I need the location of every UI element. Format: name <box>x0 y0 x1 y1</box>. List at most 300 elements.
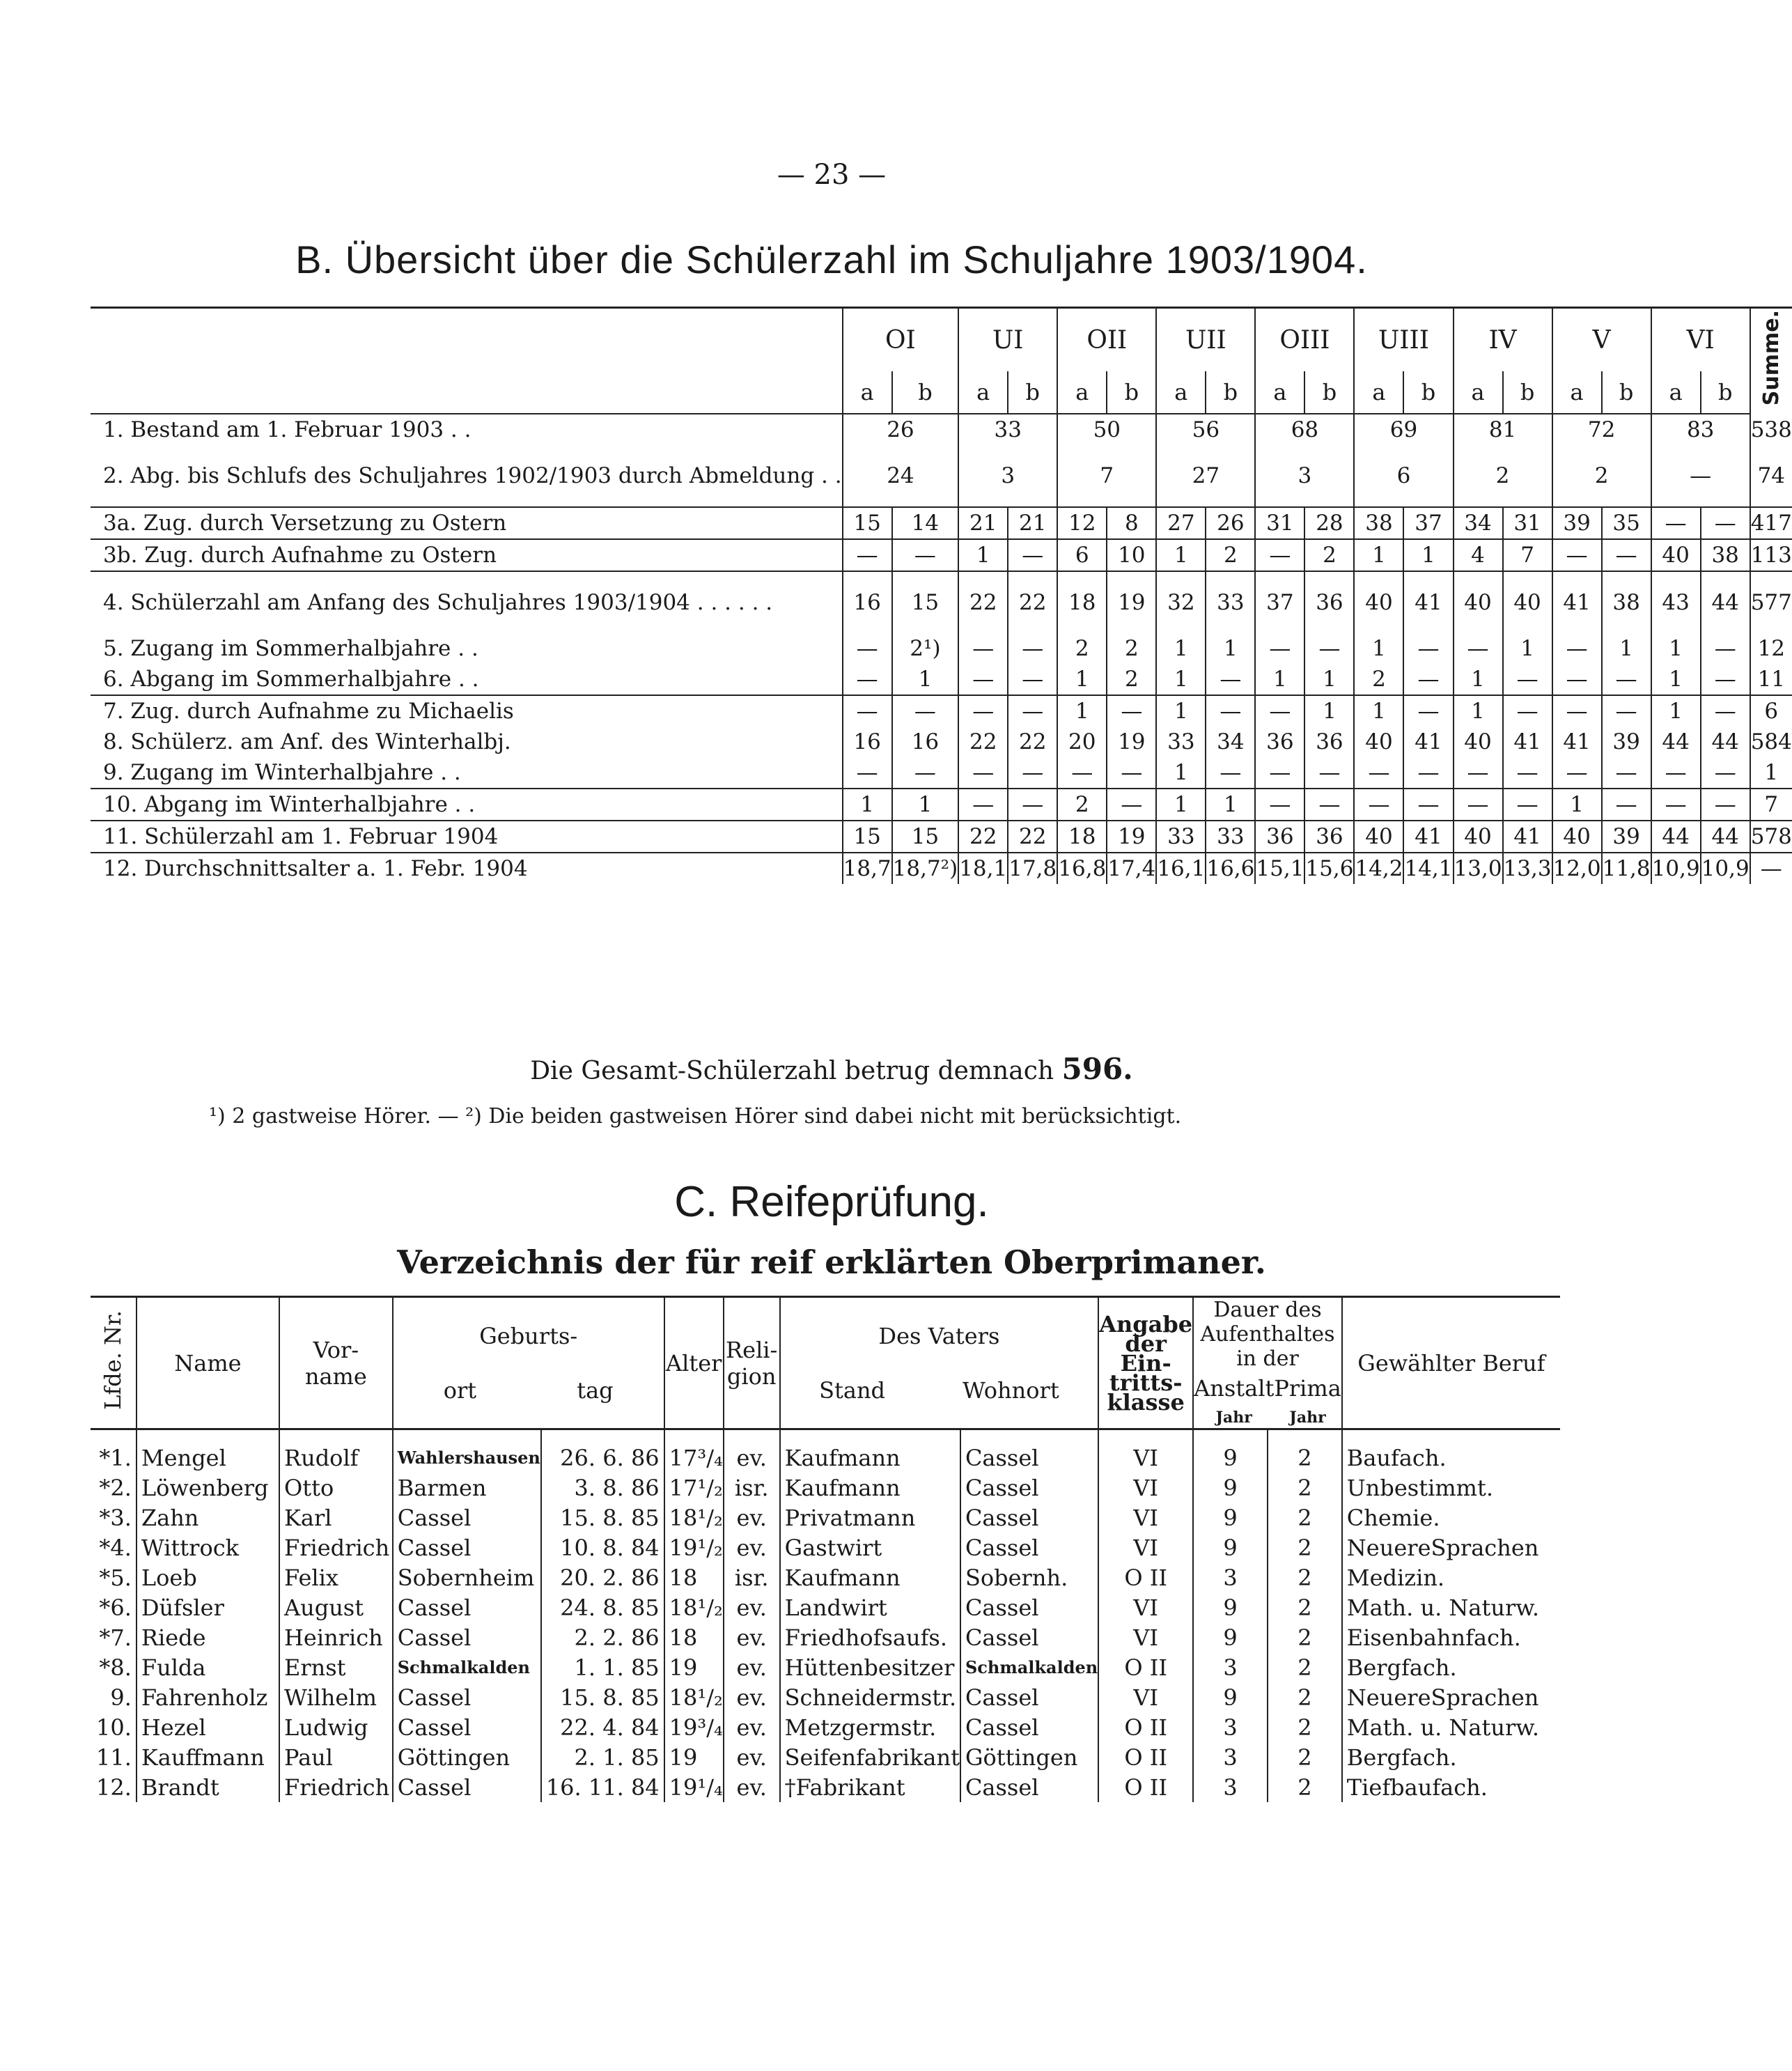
header-prima: Prima Jahr <box>1274 1375 1341 1427</box>
table-cell: 6 <box>1057 539 1107 571</box>
table-cell: 1 <box>1503 633 1552 664</box>
cell-prima: 2 <box>1268 1429 1342 1473</box>
row-label: 3b. Zug. durch Aufnahme zu Ostern <box>91 539 843 571</box>
cell-name: Riede <box>137 1622 279 1652</box>
cell-rel: ev. <box>724 1533 780 1562</box>
cell-rel: ev. <box>724 1429 780 1473</box>
table-cell: — <box>1552 539 1602 571</box>
table-cell: 10,9 <box>1651 853 1701 884</box>
table-cell: 16 <box>843 727 892 757</box>
table-cell: — <box>1552 664 1602 695</box>
table-cell: 43 <box>1651 571 1701 633</box>
table-cell: 41 <box>1403 821 1453 853</box>
table-cell: 1 <box>1156 633 1206 664</box>
row-sum: 12 <box>1750 633 1792 664</box>
cell-stand: Privatmann <box>780 1503 960 1533</box>
table-cell: — <box>1602 539 1651 571</box>
cell-prima: 2 <box>1268 1473 1342 1503</box>
table-cell: — <box>1552 633 1602 664</box>
table-cell: 40 <box>1354 571 1403 633</box>
table-row <box>91 414 1792 445</box>
cell-anstalt: 9 <box>1193 1473 1268 1503</box>
cell-wohnort: Cassel <box>960 1429 1098 1473</box>
cell-tag: 24. 8. 85 <box>541 1592 664 1622</box>
table-cell: 39 <box>1552 507 1602 539</box>
class-header: OII <box>1057 308 1156 372</box>
table-cell: 1 <box>1156 664 1206 695</box>
cell-stand: Friedhofsaufs. <box>780 1622 960 1652</box>
cell-beruf: NeuereSprachen <box>1342 1533 1560 1562</box>
table-cell: 16 <box>843 571 892 633</box>
row-sum: 113 <box>1750 539 1792 571</box>
table-cell: 26 <box>843 414 959 445</box>
cell-nr: *8. <box>99 1654 132 1681</box>
cell-prima: 2 <box>1268 1682 1342 1712</box>
cell-anstalt: 3 <box>1193 1652 1268 1682</box>
cell-stand: †Fabrikant <box>780 1772 960 1802</box>
cell-name: Düfsler <box>137 1592 279 1622</box>
cell-stand: Kaufmann <box>780 1429 960 1473</box>
cell-rel: ev. <box>724 1772 780 1802</box>
sub-header-a: a <box>1057 371 1107 414</box>
cell-beruf: Math. u. Naturw. <box>1342 1592 1560 1622</box>
cell-klasse: O II <box>1098 1562 1193 1592</box>
cell-beruf: Math. u. Naturw. <box>1342 1712 1560 1742</box>
cell-name: Wittrock <box>137 1533 279 1562</box>
table-cell: 22 <box>958 821 1008 853</box>
label-header-sub <box>91 371 843 414</box>
cell-ort: Cassel <box>393 1533 541 1562</box>
table-cell: 4 <box>1454 539 1503 571</box>
cell-klasse: VI <box>1098 1533 1193 1562</box>
table-cell: 20 <box>1057 727 1107 757</box>
table-cell: — <box>1701 757 1750 789</box>
table-row <box>91 1533 1560 1562</box>
table-row <box>91 1622 1560 1652</box>
table-cell: 36 <box>1304 571 1354 633</box>
table-cell: — <box>1354 789 1403 821</box>
table-row <box>91 664 1792 695</box>
table-cell: 19 <box>1107 571 1156 633</box>
cell-klasse: VI <box>1098 1622 1193 1652</box>
table-cell: 22 <box>1008 821 1057 853</box>
section-c-title: C. Reifeprüfung. <box>674 1178 989 1226</box>
table-cell: 14,1 <box>1403 853 1453 884</box>
table-row <box>91 1742 1560 1772</box>
section-b-title: B. Übersicht über die Schülerzahl im Schuljahre 1903/1904. <box>295 238 1368 281</box>
table-cell: 22 <box>1008 727 1057 757</box>
cell-prima: 2 <box>1268 1742 1342 1772</box>
table-cell: 1 <box>1651 633 1701 664</box>
sub-header-b: b <box>892 371 959 414</box>
cell-ort: Barmen <box>393 1473 541 1503</box>
cell-alter: 18¹/₂ <box>664 1682 724 1712</box>
table-cell: 15 <box>843 821 892 853</box>
table-cell: 18 <box>1057 571 1107 633</box>
row-sum: 577 <box>1750 571 1792 633</box>
sub-header-a: a <box>958 371 1008 414</box>
table-cell: 24 <box>843 445 959 507</box>
cell-vorname: Otto <box>279 1473 393 1503</box>
cell-alter: 19 <box>664 1742 724 1772</box>
table-cell: 14 <box>892 507 959 539</box>
cell-tag: 20. 2. 86 <box>541 1562 664 1592</box>
cell-anstalt: 9 <box>1193 1682 1268 1712</box>
table-cell: — <box>1057 757 1107 789</box>
sub-header-a: a <box>843 371 892 414</box>
table-cell: — <box>1304 757 1354 789</box>
cell-prima: 2 <box>1268 1622 1342 1652</box>
table-cell: 39 <box>1602 727 1651 757</box>
table-cell: 39 <box>1602 821 1651 853</box>
table-row <box>91 789 1792 821</box>
table-cell: — <box>1403 789 1453 821</box>
cell-prima: 2 <box>1268 1592 1342 1622</box>
table-row <box>91 727 1792 757</box>
cell-vorname: Karl <box>279 1503 393 1533</box>
class-header: UIII <box>1354 308 1453 372</box>
cell-alter: 18 <box>664 1562 724 1592</box>
table-row <box>91 571 1792 633</box>
table-cell: 13,3 <box>1503 853 1552 884</box>
table-cell: 40 <box>1354 821 1403 853</box>
page-number: — 23 — <box>777 159 887 191</box>
cell-wohnort: Sobernh. <box>960 1562 1098 1592</box>
table-cell: 2 <box>1354 664 1403 695</box>
cell-stand: Kaufmann <box>780 1473 960 1503</box>
table-cell: 38 <box>1602 571 1651 633</box>
cell-vorname: Friedrich <box>279 1772 393 1802</box>
class-header-row <box>91 308 1792 372</box>
cell-rel: ev. <box>724 1712 780 1742</box>
row-sum: 538 <box>1750 414 1792 445</box>
sub-header-b: b <box>1008 371 1057 414</box>
table-cell: 41 <box>1503 821 1552 853</box>
header-angabe: Angabe der Ein- tritts- klasse <box>1098 1297 1193 1429</box>
cell-stand: Hüttenbesitzer <box>780 1652 960 1682</box>
row-label: 12. Durchschnittsalter a. 1. Febr. 1904 <box>91 853 843 884</box>
table-cell: 1 <box>1057 695 1107 727</box>
table-cell: — <box>1008 539 1057 571</box>
table-cell: 41 <box>1403 571 1453 633</box>
sum-header <box>1750 308 1792 414</box>
table-cell: 1 <box>1354 539 1403 571</box>
table-cell: 22 <box>958 727 1008 757</box>
table-cell: 15,1 <box>1255 853 1304 884</box>
header-vorname: Vor- name <box>279 1297 393 1429</box>
header-stand: Stand <box>819 1376 886 1404</box>
table-cell: 83 <box>1651 414 1750 445</box>
table-cell: 15 <box>892 571 959 633</box>
cell-alter: 18¹/₂ <box>664 1592 724 1622</box>
table-cell: 2 <box>1107 633 1156 664</box>
cell-prima: 2 <box>1268 1503 1342 1533</box>
cell-tag: 10. 8. 84 <box>541 1533 664 1562</box>
cell-wohnort: Cassel <box>960 1772 1098 1802</box>
label-header <box>91 308 843 372</box>
table-cell: — <box>1552 757 1602 789</box>
table-cell: 21 <box>958 507 1008 539</box>
cell-anstalt: 9 <box>1193 1429 1268 1473</box>
row-label: 3a. Zug. durch Versetzung zu Ostern <box>91 507 843 539</box>
cell-stand: Landwirt <box>780 1592 960 1622</box>
table-cell: 40 <box>1354 727 1403 757</box>
table-cell: 17,4 <box>1107 853 1156 884</box>
table-row <box>91 633 1792 664</box>
table-cell: — <box>1602 664 1651 695</box>
table-cell: 1 <box>1454 664 1503 695</box>
cell-ort: Cassel <box>393 1592 541 1622</box>
table-cell: 2 <box>1057 633 1107 664</box>
cell-alter: 19³/₄ <box>664 1712 724 1742</box>
sub-header-a: a <box>1651 371 1701 414</box>
cell-beruf: Tiefbaufach. <box>1342 1772 1560 1802</box>
header-geburts-label: Geburts- <box>479 1322 578 1349</box>
table-cell: — <box>1701 664 1750 695</box>
row-sum: 1 <box>1750 757 1792 789</box>
cell-wohnort: Cassel <box>960 1503 1098 1533</box>
row-label: 8. Schülerz. am Anf. des Winterhalbj. <box>103 729 511 754</box>
row-label: 6. Abgang im Sommerhalbjahre . . <box>103 667 479 692</box>
header-vater-label: Des Vaters <box>878 1322 1000 1349</box>
table-cell: — <box>1651 507 1701 539</box>
cell-tag: 22. 4. 84 <box>541 1712 664 1742</box>
cell-wohnort: Schmalkalden <box>960 1652 1098 1682</box>
table-cell: 27 <box>1156 445 1255 507</box>
cell-stand: Kaufmann <box>780 1562 960 1592</box>
cell-vorname: Heinrich <box>279 1622 393 1652</box>
table-cell: 18,1 <box>958 853 1008 884</box>
cell-beruf: Baufach. <box>1342 1429 1560 1473</box>
table-cell: — <box>1552 695 1602 727</box>
table-cell: 68 <box>1255 414 1354 445</box>
header-tag: tag <box>577 1376 614 1404</box>
cell-tag: 26. 6. 86 <box>541 1429 664 1473</box>
table-cell: — <box>958 664 1008 695</box>
table-cell: 1 <box>958 539 1008 571</box>
table-row <box>91 821 1792 853</box>
cell-alter: 17³/₄ <box>664 1429 724 1473</box>
table-cell: 33 <box>1156 821 1206 853</box>
table-row <box>91 539 1792 571</box>
table-cell: — <box>843 633 892 664</box>
table-cell: — <box>892 757 959 789</box>
cell-nr: *6. <box>99 1594 132 1621</box>
cell-tag: 2. 1. 85 <box>541 1742 664 1772</box>
row-sum: 11 <box>1750 664 1792 695</box>
table-cell: 1 <box>1602 633 1651 664</box>
table-cell: — <box>1255 539 1304 571</box>
cell-klasse: VI <box>1098 1682 1193 1712</box>
cell-beruf: NeuereSprachen <box>1342 1682 1560 1712</box>
table-cell: — <box>1255 757 1304 789</box>
cell-ort: Wahlershausen <box>393 1429 541 1473</box>
cell-anstalt: 3 <box>1193 1712 1268 1742</box>
table-cell: — <box>1304 789 1354 821</box>
cell-name: Zahn <box>137 1503 279 1533</box>
cell-vorname: Paul <box>279 1742 393 1772</box>
table-cell: 36 <box>1304 821 1354 853</box>
table-cell: — <box>1206 664 1255 695</box>
cell-name: Fulda <box>137 1652 279 1682</box>
table-cell: 1 <box>1304 695 1354 727</box>
total-text: Die Gesamt-Schülerzahl betrug demnach <box>530 1057 1054 1085</box>
cell-tag: 3. 8. 86 <box>541 1473 664 1503</box>
row-sum: 417 <box>1750 507 1792 539</box>
cell-ort: Cassel <box>393 1712 541 1742</box>
table-cell: 31 <box>1503 507 1552 539</box>
sub-header-b: b <box>1403 371 1453 414</box>
sub-header-b: b <box>1701 371 1750 414</box>
table-cell: — <box>1701 695 1750 727</box>
header-name: Name <box>137 1297 279 1429</box>
cell-nr: *3. <box>99 1504 132 1531</box>
table-cell: 1 <box>1255 664 1304 695</box>
cell-nr: *4. <box>99 1534 132 1561</box>
table-cell: 21 <box>1008 507 1057 539</box>
cell-prima: 2 <box>1268 1712 1342 1742</box>
table-cell: 31 <box>1255 507 1304 539</box>
table-row <box>91 445 1792 507</box>
table-cell: — <box>1403 633 1453 664</box>
table-cell: 12 <box>1057 507 1107 539</box>
cell-vorname: Ludwig <box>279 1712 393 1742</box>
table-cell: 7 <box>1503 539 1552 571</box>
table-cell: 15,6 <box>1304 853 1354 884</box>
table-cell: 6 <box>1354 445 1453 507</box>
table-row <box>91 853 1792 884</box>
table-cell: — <box>1304 633 1354 664</box>
table-cell: — <box>1255 789 1304 821</box>
cell-rel: ev. <box>724 1742 780 1772</box>
cell-name: Loeb <box>137 1562 279 1592</box>
cell-rel: ev. <box>724 1503 780 1533</box>
table-row <box>91 1473 1560 1503</box>
cell-tag: 1. 1. 85 <box>541 1652 664 1682</box>
table-cell: 27 <box>1156 507 1206 539</box>
section-c-subtitle: Verzeichnis der für reif erklärten Oberprimaner. <box>397 1243 1266 1281</box>
table-cell: 36 <box>1255 727 1304 757</box>
class-header: VI <box>1651 308 1750 372</box>
table-cell: 41 <box>1552 727 1602 757</box>
cell-tag: 16. 11. 84 <box>541 1772 664 1802</box>
row-label: 1. Bestand am 1. Februar 1903 . . <box>103 417 472 442</box>
table-row <box>91 757 1792 789</box>
cell-klasse: O II <box>1098 1772 1193 1802</box>
cell-vorname: Wilhelm <box>279 1682 393 1712</box>
table-cell: — <box>1008 757 1057 789</box>
cell-wohnort: Cassel <box>960 1682 1098 1712</box>
table-cell: 81 <box>1454 414 1552 445</box>
table-row <box>91 1652 1560 1682</box>
table-cell: 37 <box>1403 507 1453 539</box>
cell-anstalt: 3 <box>1193 1772 1268 1802</box>
table-cell: — <box>1651 757 1701 789</box>
cell-nr: *2. <box>99 1474 132 1501</box>
cell-vorname: Friedrich <box>279 1533 393 1562</box>
table-cell: 19 <box>1107 727 1156 757</box>
table-cell: 16,1 <box>1156 853 1206 884</box>
table-cell: — <box>1255 695 1304 727</box>
cell-tag: 15. 8. 85 <box>541 1682 664 1712</box>
table-cell: 12,0 <box>1552 853 1602 884</box>
cell-beruf: Medizin. <box>1342 1562 1560 1592</box>
table-cell: 1 <box>1651 695 1701 727</box>
table-cell: — <box>1701 633 1750 664</box>
table-cell: 36 <box>1304 727 1354 757</box>
table-cell: — <box>843 757 892 789</box>
table-cell: — <box>1206 695 1255 727</box>
table-row <box>91 1682 1560 1712</box>
table-cell: 40 <box>1454 727 1503 757</box>
cell-rel: isr. <box>724 1473 780 1503</box>
table-cell: — <box>1651 445 1750 507</box>
table-cell: 1 <box>1156 757 1206 789</box>
table-row <box>91 1592 1560 1622</box>
table-cell: — <box>1651 789 1701 821</box>
table-cell: 11,8 <box>1602 853 1651 884</box>
cell-name: Löwenberg <box>137 1473 279 1503</box>
cell-alter: 18¹/₂ <box>664 1503 724 1533</box>
cell-klasse: VI <box>1098 1592 1193 1622</box>
table-cell: 17,8 <box>1008 853 1057 884</box>
table-cell: — <box>1454 789 1503 821</box>
cell-prima: 2 <box>1268 1533 1342 1562</box>
sub-header-b: b <box>1503 371 1552 414</box>
row-label: 5. Zugang im Sommerhalbjahre . . <box>103 636 478 661</box>
table-cell: 2 <box>1057 789 1107 821</box>
cell-tag: 2. 2. 86 <box>541 1622 664 1652</box>
cell-beruf: Eisenbahnfach. <box>1342 1622 1560 1652</box>
cell-vorname: Felix <box>279 1562 393 1592</box>
table-cell: — <box>1107 695 1156 727</box>
sub-header-row <box>91 371 1792 414</box>
row-label: 10. Abgang im Winterhalbjahre . . <box>91 789 843 821</box>
total-value: 596. <box>1061 1052 1133 1086</box>
cell-wohnort: Göttingen <box>960 1742 1098 1772</box>
total-line <box>0 1052 1663 1086</box>
cell-klasse: VI <box>1098 1429 1193 1473</box>
table-cell: 36 <box>1255 821 1304 853</box>
table-cell: 50 <box>1057 414 1156 445</box>
table-cell: 1 <box>1454 695 1503 727</box>
table-cell: 33 <box>1156 727 1206 757</box>
cell-rel: ev. <box>724 1682 780 1712</box>
table-cell: 41 <box>1552 571 1602 633</box>
table-cell: — <box>958 757 1008 789</box>
cell-klasse: O II <box>1098 1712 1193 1742</box>
table-cell: 1 <box>1354 633 1403 664</box>
header-anstalt: Anstalt Jahr <box>1194 1375 1275 1427</box>
cell-name: Fahrenholz <box>137 1682 279 1712</box>
table-cell: 15 <box>892 821 959 853</box>
table-cell: 28 <box>1304 507 1354 539</box>
cell-ort: Cassel <box>393 1622 541 1652</box>
cell-wohnort: Cassel <box>960 1622 1098 1652</box>
cell-rel: ev. <box>724 1622 780 1652</box>
cell-vorname: August <box>279 1592 393 1622</box>
table-cell: 72 <box>1552 414 1651 445</box>
sub-header-b: b <box>1206 371 1255 414</box>
table-cell: 1 <box>1057 664 1107 695</box>
header-dauer-label: Dauer des Aufenthaltes in der <box>1200 1298 1335 1371</box>
cell-klasse: VI <box>1098 1473 1193 1503</box>
cell-anstalt: 9 <box>1193 1622 1268 1652</box>
cell-alter: 19¹/₄ <box>664 1772 724 1802</box>
table-cell: 40 <box>1503 571 1552 633</box>
table-cell: 40 <box>1651 539 1701 571</box>
class-header: OI <box>843 308 959 372</box>
